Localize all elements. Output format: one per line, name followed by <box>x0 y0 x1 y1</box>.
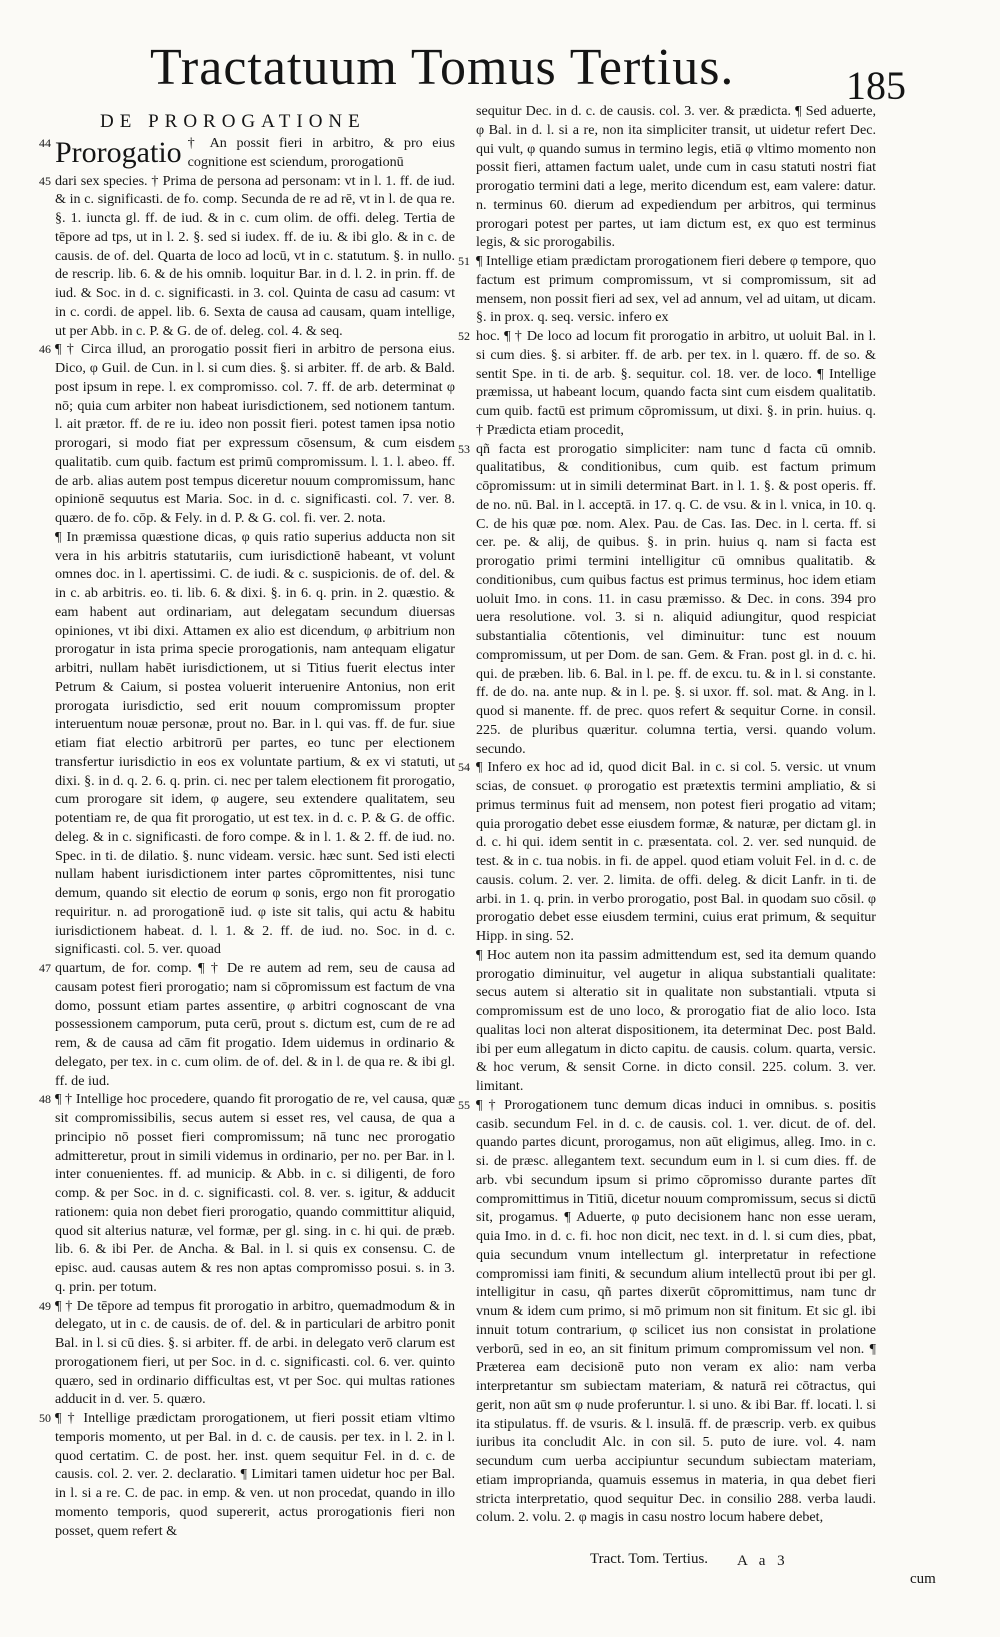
paragraph <box>458 758 876 946</box>
paragraph <box>39 1090 455 1296</box>
paragraph-text: ¶ † Prorogationem tunc demum dicas induci in omnibus. s. positis casib. secundum Fel. in d. c. de causis. col. 1. ver. dicut. de of. del. quando partes dicunt, prorogamus, non aūt eligimus, alleg. Imo. in c. si. de præsc. allegantem text. secundum eum in l. si cum dies. ff. de arb. vbi secundum ipsum si primo cōpromisso durante partes dīt compromittimus in Titiū, dicetur nouum compromissum, secus si dictū sit, progamus. ¶ Aduerte, φ puto decisionem hanc non esse ueram, quia Imo. in d. c. fi. hoc non dicit, nec text. in d. l. si cum dies, pbat, quia secundum vnum intellectum gl. interpretatur in refectione compromissi iam finiti, & secundum alium intellectū prout ibi per gl. intelligitur in casu, qñ partes dixerūt cōpromittimus, nam tunc dr vnum & idem cum primo, si mō primum non sit finitum. Et sic gl. ibi innuit totum contrarium, φ scilicet ius non consistat in prolatione verborū, sed in eo, an sit finitum primum compromissum vel non. ¶ Præterea eam decisionē puto non veram ex alio: nam verba interpretantur sm subiectam materiam, & naturā rei cōtractus, qui gerit, non aūt sm φ nude proferuntur. l. si uno. & ibi Bar. ff. locati. l. si ita stipulatus. ff. de vsuris. & l. insulā. ff. de præscrip. verb. ex quibus iuribus ita concludit Alc. in con sil. 5. puto de iure. vol. 4. nam secundum cum uerba accipiuntur secundum subiectam materiam, etiam improprianda, quamuis essemus in materia, in qua debet fieri stricta interpretatio, quod sequitur Dec. in consilio 288. verba laudi. colum. 2. volu. 2. φ magis in casu nostro locum habere debet, <box>476 1096 876 1526</box>
paragraph-text: ¶ Infero ex hoc ad id, quod dicit Bal. in c. si col. 5. versic. ut vnum scias, de consuet. φ prorogatio est prætextis termini ampliatio, & si primus terminus fuit ad mensem, non potest fieri progatio ad vitam; quia prorogatio debet esse eiusdem formæ, & naturæ, per dictam gl. in d. c. hi qui. idem sentit in c. præsentata. col. 2. ver. sed nunquid. de test. & in c. tua nobis. in fi. de appel. quod etiam voluit Fel. in d. c. de causis. colum. 2. ver. 2. limita. de offi. deleg. & dicit Lanfr. in ti. de arbi. in 1. q. prin. in verbo prorogatio, post Bal. in quodam suo cōsil. φ prorogatio debet esse eiusdem termini, cuius erat primum, & sequitur Hipp. in sing. 52. <box>476 759 876 944</box>
margin-number: 54 <box>458 760 470 775</box>
paragraph <box>39 134 455 172</box>
paragraph <box>458 440 876 759</box>
margin-number: 44 <box>39 136 51 150</box>
signature-mark: A a 3 <box>737 1553 789 1569</box>
section-heading: DE PROROGATIONE <box>100 111 366 132</box>
paragraph <box>39 1297 455 1410</box>
margin-number: 50 <box>39 1411 51 1425</box>
margin-number: 48 <box>39 1092 51 1107</box>
paragraph <box>458 252 876 327</box>
paragraph <box>39 172 455 341</box>
margin-number: 53 <box>458 441 470 456</box>
margin-number: 45 <box>39 173 51 188</box>
paragraph-text: quartum, de for. comp. ¶ † De re autem ad rem, seu de causa ad causam potest fieri prorogatio; nam si cōpromissum est factum de vna domo, possunt etiam partes assentire, φ arbitri cognoscant de vna possessionem camporum, puta cerū, prout s. dictum est, cum de re ad rem, & de causa ad cām fit progatio. Idem uidemus in ordinario & delegato, per tex. in c. cum olim. de of. del. & in l. de qua re. & ibi gl. ff. de iud. <box>55 960 455 1089</box>
margin-number: 55 <box>458 1097 470 1112</box>
margin-number: 49 <box>39 1298 51 1313</box>
paragraph-text: dari sex species. † Prima de persona ad personam: vt in l. 1. ff. de iud. & in c. significasti. de fo. comp. Secunda de re ad rē, vt in l. de qua re. §. 1. iuncta gl. ff. de iud. & in c. cum olim. de offi. deleg. Tertia de tēpore ad tps, ut in l. 2. §. sed si iudex. ff. de iu. & ibi glo. & in c. de causis. de of. del. Quarta de loco ad locū, vt in c. statutum. §. in nullo. de rescrip. lib. 6. & de his omnib. loquitur Bar. in d. l. 2. in prin. ff. de iud. & Soc. in d. c. significasti. in 3. col. Quinta de casu ad casum: vt in c. cordi. de appel. lib. 6. Sexta de causa ad causam, quam intellige, ut per Abb. in c. P. & G. de of. deleg. col. 4. & seq. <box>55 172 455 339</box>
paragraph <box>55 528 455 959</box>
paragraph <box>39 959 455 1090</box>
right-column <box>458 102 876 1527</box>
paragraph-text: ¶ In præmissa quæstione dicas, φ quis ratio superius adducta non sit vera in his arbitris statutariis, cum iurisdictionē habeant, vt volunt omnes doc. in l. apertissimi. C. de iudi. & c. suspicionis. de of. del. & in c. ab arbitris. eo. ti. lib. 6. & dixi. §. in 6. q. prin. in 2. quæstio. & eam habent aut ordinariam, aut delegatam secundum diuersas opiniones, vt ibi dixi. Attamen ex alio est dicendum, φ arbitrium non prorogatur in ista prima specie prorogationis, nam antequam eligatur arbitri, nullam habēt iurisdictionem, ut si Titius fuerit electus inter Petrum & Caium, si postea voluerit interuenire Antonius, non erit prorogata iurisdictio, sed erit nouum compromissum propter interuentum nouæ personæ, prout no. Bar. in l. qui vas. ff. de fur. siue etiam fiat electio arbitrorū per partes, eo tunc per electionem transfertur iurisdictio in eos ex voluntate partium, & ex vi statuti, ut dixi. §. in d. q. 2. 6. q. prin. ci. nec per talem electionem fit prorogatio, cum prorogare sit idem, φ augere, seu extendere qualitatem, seu potentiam re, de qua fit prorogatio, ut est tex. in d. c. P. & G. de offic. deleg. & in c. significasti. de foro compe. & in l. 1. & 2. ff. de iud. no. Spec. in ti. de dilatio. §. nunc videam. versic. hæc sunt. Sed isti electi nullam habent iurisdictionem inter partes cōpromittentes, nisi tunc demum, quando sit electio de eorum φ sonis, ergo non fit prorogatio requiritur. n. ad prorogationē iud. φ iste sit talis, qui actu & habitu iurisdictionem habeat. d. l. 1. & 2. ff. de iud. no. Soc. in d. c. significasti. col. 5. ver. quoad <box>55 528 455 958</box>
margin-number: 46 <box>39 342 51 357</box>
paragraph-text: ¶ † Circa illud, an prorogatio possit fieri in arbitro de persona eius. Dico, φ Guil. de Cun. in l. si cum dies. §. si arbiter. ff. de arb. & Bald. post ipsum in repe. l. ex compromisso. col. 7. ff. de arb. determinat φ nō; quia cum arbiter non habeat iurisdictionem, sed notionem tantum. l. ait prætor. ff. de re iu. ideo non possit fieri. potest tamen ipsa notio prorogari, si modo fiat per expressum cōsensum, & cum eisdem qualitatib. cum quib. factum est primū compromissum. l. 1. l. abeo. ff. de arb. alias autem post tempus diceretur nouum compromissum, hanc opinionē sequutus est Maria. Soc. in d. c. significasti. col. 7. ver. 8. quæro. de fo. cōp. & Fely. in d. P. & G. col. fi. ver. 2. nota. <box>55 341 455 526</box>
running-title: Tractatuum Tomus Tertius. <box>150 39 735 96</box>
left-column <box>39 134 455 1539</box>
paragraph <box>476 102 876 252</box>
catchword: cum <box>910 1571 936 1587</box>
footer-title: Tract. Tom. Tertius. <box>590 1551 709 1567</box>
margin-number: 52 <box>458 329 470 343</box>
paragraph-text: ¶ † Intellige prædictam prorogationem, ut fieri possit etiam vltimo temporis momento, ut per Bal. in d. c. de causis. per tex. in l. 2. in l. quod certatim. C. de post. her. inst. quem sequitur Fel. in d. c. de causis. col. 2. ver. 2. declaratio. ¶ Limitari tamen uidetur hoc per Bal. in l. si a re. C. de pac. in emp. & ven. ut non procedat, quando in illo momento temporis, quod supererit, actus prorogationis fieri non posset, quem refert & <box>55 1410 455 1539</box>
paragraph <box>39 1409 455 1540</box>
paragraph-text: ¶ Hoc autem non ita passim admittendum est, sed ita demum quando prorogatio diminuitur, vel augetur in aliqua substantiali qualitate: secus autem si alteratio sit in qualitate non substantiali. vtputa si compromissum est de uno loco, & prorogatio fiat de alio loco. Ista qualitas loci non alterat dispositionem, ita determinat Dec. post Bald. ibi per eum allegatum in dicto capitu. de causis. colum. quarta, versic. & hoc verum, & sensit Corne. in dicto consil. 225. colum. 3. ver. limitant. <box>476 946 876 1094</box>
margin-number: 47 <box>39 961 51 975</box>
margin-number: 51 <box>458 254 470 268</box>
paragraph-text: ¶ † Intellige hoc procedere, quando fit prorogatio de re, vel causa, quæ sit compromissibilis, secus autem si esset res, vel causa, de qua a principio nō posset fieri compromissum; nā tunc nec prorogatio admitteretur, prout in simili videmus in ordinario, per no. per Bar. in l. inter conuenientes. ff. ad municip. & Abb. in c. si diligenti, de foro comp. & per Soc. in d. c. significasti. col. 8. ver. s. igitur, & adducit rationem: quia non debet fieri prorogatio, quando committitur aliquid, quod sit alterius naturæ, vel formæ, per gl. sing. in c. hi qui. de præb. lib. 6. & ibi Per. de Ancha. & Bal. in l. si quis ex consensu. C. de episc. aud. causas autem & res non aptas compromisso posui. s. in 3. q. prin. per totum. <box>55 1091 455 1295</box>
lead-word: Prorogatio <box>55 136 182 169</box>
paragraph-text: ¶ Intellige etiam prædictam prorogationem fieri debere φ tempore, quo factum est primum compromissum, vt si compromissum, sit ad mensem, non possit fieri ad sex, vel ad annum, vel ad uitam, ut dicam. §. in prox. q. seq. versic. infero ex <box>476 253 876 326</box>
paragraph-text: sequitur Dec. in d. c. de causis. col. 3. ver. & prædicta. ¶ Sed aduerte, φ Bal. in d. l. si a re, non ita simpliciter transit, ut uidetur refert Dec. qui vult, φ quando sumus in termino legis, etiā φ vltimo momento non possit fieri, attamen factum ualet, unde cum in casu statuti nostri fiat prorogatio termini dati a lege, merito dicendum est, eam valere: datur. n. terminus 60. dierum ad expediendum per arbitros, qui terminus prorogari potest per partes, ut iam dictum est, ex quo est terminus legis, & sic prorogabilis. <box>476 103 876 251</box>
paragraph <box>39 340 455 528</box>
paragraph <box>458 1096 876 1527</box>
paragraph-text: † An possit fieri in arbitro, & pro eius cognitione est sciendum, prorogationū <box>187 135 455 170</box>
page-number: 185 <box>846 63 906 108</box>
paragraph-text: hoc. ¶ † De loco ad locum fit prorogatio in arbitro, ut uoluit Bal. in l. si cum dies. §. si arbiter. ff. de arb. per tex. in l. quæro. ff. de so. & sentit Spe. in ti. de arb. §. sequitur. col. 18. ver. de loco. ¶ Intellige præmissa, ut habeant locum, quando facta sint cum eisdem qualitatib. cum quib. factū est primum cōpromissum, ut dixi. §. in prin. huius. q. † Prædicta etiam procedit, <box>476 328 876 438</box>
paragraph <box>476 946 876 1096</box>
paragraph <box>458 327 876 440</box>
paragraph-text: ¶ † De tēpore ad tempus fit prorogatio in arbitro, quemadmodum & in delegato, ut in c. de causis. de of. del. & in particulari de arbitro ponit Bal. in l. si cū dies. §. si arbiter. ff. de arbi. in delegato verō clarum est prorogationem fieri, ut per Soc. in d. c. significasti. col. 6. ver. quinto quæro, sed in ordinario difficultas est, vt per Soc. qui multas rationes adducit in d. ver. 5. quæro. <box>55 1297 455 1408</box>
paragraph-text: qñ facta est prorogatio simpliciter: nam tunc d facta cū omnib. qualitatibus, & conditionibus, cum quib. est factum primum cōpromissum: ut in simili determinat Bart. in l. 1. §. & post operis. ff. de no. nū. Bal. in l. acceptā. in 17. q. C. de vsu. & in l. vnica, in 10. q. C. de his quæ pœ. nom. Alex. Pau. de Cas. Ias. Dec. in l. certa. ff. si cer. pe. & alij, de quibus. §. in prin. huius q. nam si facta est prorogatio primi termini intelligitur cū omnibus qualitatib. & conditionibus, cum quibus factus est primus terminus, hoc idem etiam uoluit Imo. in cons. 11. in casu præmisso. & Dec. in cons. 394 pro uera resolutione. vol. 3. si n. aliquid adiungitur, quod respiciat substantialia cōtentionis, vel diminuitur: tunc est nouum compromissum, ut per Dom. de san. Gem. & Fran. post gl. in d. c. hi. qui. de præben. lib. 6. Bal. in l. pe. ff. de excu. tu. & in l. si constante. ff. de do. na. ante nup. & in l. pe. §. si uxor. ff. sol. mat. & Ang. in l. quod si manente. ff. de prec. quos refert & sequitur Corne. in consil. 225. de pluribus quæritur. columna tertia, versi. quando volum. secundo. <box>476 440 876 757</box>
